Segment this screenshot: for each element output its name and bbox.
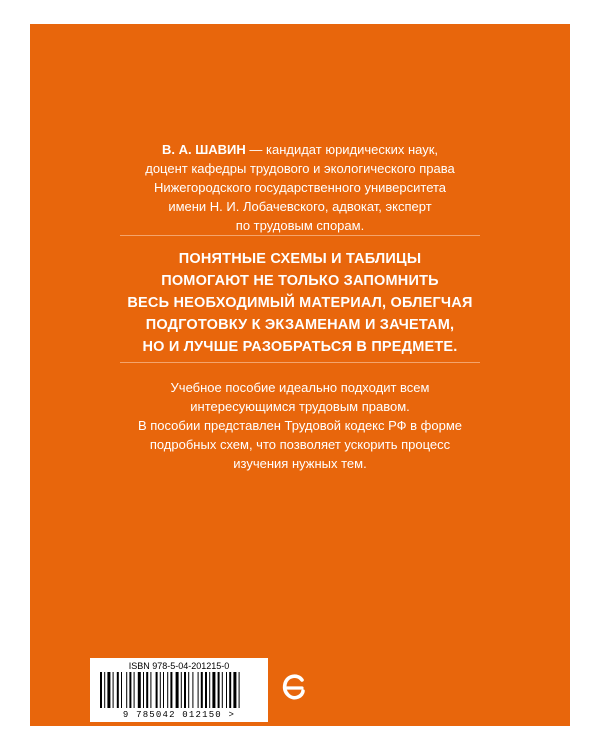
author-bio bbox=[30, 140, 570, 235]
isbn-barcode bbox=[90, 658, 268, 722]
description-text bbox=[30, 378, 570, 473]
highlight-line: ВЕСЬ НЕОБХОДИМЫЙ МАТЕРИАЛ, ОБЛЕГЧАЯ bbox=[127, 295, 473, 311]
highlight-line: ПОМОГАЮТ НЕ ТОЛЬКО ЗАПОМНИТЬ bbox=[161, 273, 439, 289]
author-bio-line: — кандидат юридических наук, bbox=[245, 142, 439, 157]
author-bio-line: имени Н. И. Лобачевского, адвокат, эксперт bbox=[168, 199, 432, 214]
author-bio-line: по трудовым спорам. bbox=[235, 218, 365, 233]
barcode-bars bbox=[100, 672, 258, 708]
highlight-line: ПОНЯТНЫЕ СХЕМЫ И ТАБЛИЦЫ bbox=[178, 251, 422, 267]
description-line: В пособии представлен Трудовой кодекс РФ в форме bbox=[137, 418, 462, 433]
isbn-label: ISBN 978-5-04-201215-0 bbox=[128, 661, 230, 671]
highlight-text bbox=[30, 248, 570, 358]
author-name: В. А. ШАВИН bbox=[161, 142, 246, 157]
description-line: подробных схем, что позволяет ускорить процесс bbox=[149, 437, 451, 452]
description-line: интересующимся трудовым правом. bbox=[190, 399, 410, 414]
highlight-line: ПОДГОТОВКУ К ЭКЗАМЕНАМ И ЗАЧЕТАМ, bbox=[145, 317, 455, 333]
book-back-cover bbox=[30, 24, 570, 726]
author-bio-line: Нижегородского государственного университета bbox=[153, 180, 447, 195]
eksmo-logo-icon bbox=[281, 672, 307, 704]
highlight-line: НО И ЛУЧШЕ РАЗОБРАТЬСЯ В ПРЕДМЕТЕ. bbox=[142, 339, 458, 355]
barcode-number: 9 785042 012150 > bbox=[122, 710, 236, 720]
author-bio-line: доцент кафедры трудового и экологического права bbox=[145, 161, 455, 176]
description-line: изучения нужных тем. bbox=[233, 456, 367, 471]
description-line: Учебное пособие идеально подходит всем bbox=[170, 380, 430, 395]
divider-bottom bbox=[120, 362, 480, 363]
author-line-1 bbox=[30, 140, 570, 159]
divider-top bbox=[120, 235, 480, 236]
